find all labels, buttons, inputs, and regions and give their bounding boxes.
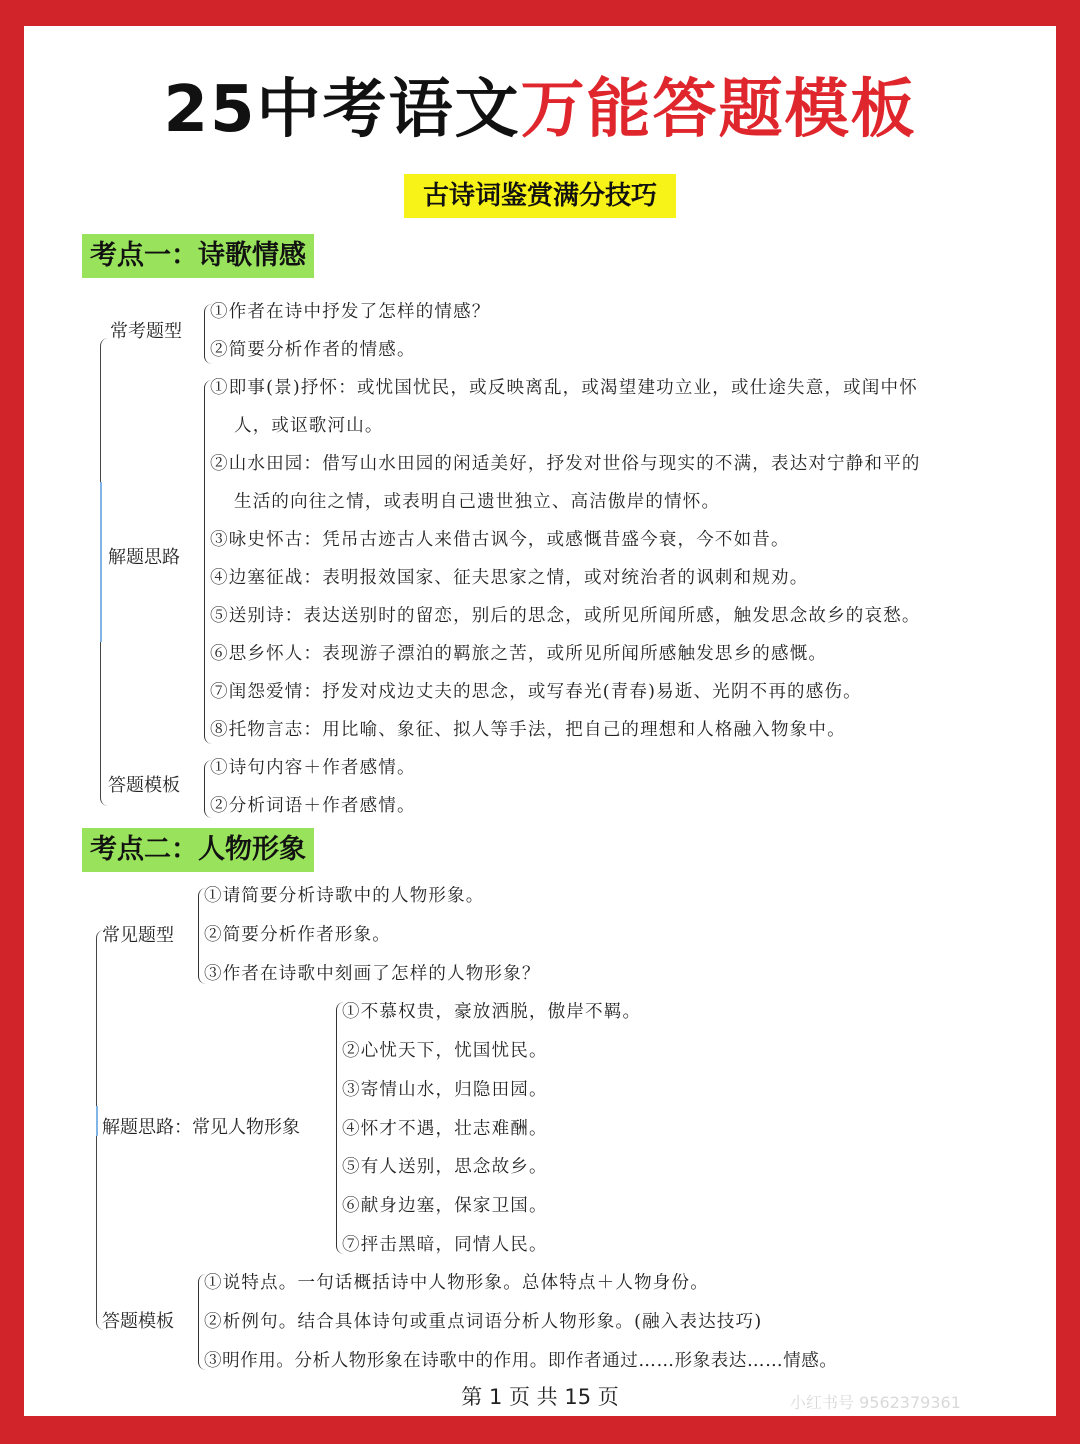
section2-common-item: ①请简要分析诗歌中的人物形象。 [204, 886, 485, 906]
title-part-black: 25中考语文 [163, 73, 521, 147]
section1-approach-line: ④边塞征战：表明报效国家、征夫思家之情，或对统治者的讽刺和规劝。 [210, 568, 809, 588]
section2-common-item: ③作者在诗歌中刻画了怎样的人物形象？ [204, 964, 541, 984]
section1-common-label: 常考题型 [110, 321, 182, 342]
section1-approach-line: ⑥思乡怀人：表现游子漂泊的羁旅之苦，或所见所闻所感触发思乡的感慨。 [210, 644, 828, 664]
section2-brace-highlight [96, 1106, 98, 1136]
page-title [24, 70, 1056, 150]
section2-template-item: ②析例句。结合具体诗句或重点词语分析人物形象。(融入表达技巧) [204, 1312, 763, 1332]
section1-common-item: ①作者在诗中抒发了怎样的情感？ [210, 302, 491, 322]
section2-template-label: 答题模板 [102, 1311, 174, 1332]
section1-common-item: ②简要分析作者的情感。 [210, 340, 416, 360]
section1-approach-line: 生活的向往之情，或表明自己遗世独立、高洁傲岸的情怀。 [234, 492, 721, 512]
section1-approach-line: ⑦闺怨爱情：抒发对戍边丈夫的思念，或写春光(青春)易逝、光阴不再的感伤。 [210, 682, 862, 702]
section2-common-label: 常见题型 [102, 925, 174, 946]
section1-template-item: ②分析词语＋作者感情。 [210, 796, 416, 816]
section2-image-item: ④怀才不遇，壮志难酬。 [342, 1119, 548, 1139]
section1-approach-line: 人，或讴歌河山。 [234, 416, 384, 436]
document-page [24, 26, 1056, 1416]
section1-template-label: 答题模板 [108, 775, 180, 796]
section1-approach-line: ③咏史怀古：凭吊古迹古人来借古讽今，或感慨昔盛今衰，今不如昔。 [210, 530, 790, 550]
section1-heading: 考点一：诗歌情感 [82, 234, 314, 278]
watermark: 小红书号 9562379361 [790, 1393, 961, 1412]
section2-image-item: ②心忧天下，忧国忧民。 [342, 1041, 548, 1061]
section2-image-item: ①不慕权贵，豪放洒脱，傲岸不羁。 [342, 1002, 642, 1022]
section1-approach-line: ⑧托物言志：用比喻、象征、拟人等手法，把自己的理想和人格融入物象中。 [210, 720, 846, 740]
page-number-footer: 第 1 页 共 15 页 [461, 1385, 619, 1409]
section2-image-item: ⑥献身边塞，保家卫国。 [342, 1196, 548, 1216]
section2-image-item: ⑤有人送别，思念故乡。 [342, 1157, 548, 1177]
section1-brace-highlight [100, 482, 102, 642]
section1-approach-line: ②山水田园：借写山水田园的闲适美好，抒发对世俗与现实的不满，表达对宁静和平的 [210, 454, 921, 474]
section1-approach-line: ①即事(景)抒怀：或忧国忧民，或反映离乱，或渴望建功立业，或仕途失意，或闺中怀 [210, 378, 918, 398]
section2-image-item: ⑦抨击黑暗，同情人民。 [342, 1235, 548, 1255]
section2-heading: 考点二：人物形象 [82, 828, 314, 872]
title-part-red: 万能答题模板 [520, 73, 917, 147]
section2-template-item: ①说特点。一句话概括诗中人物形象。总体特点＋人物身份。 [204, 1273, 709, 1293]
section1-template-item: ①诗句内容＋作者感情。 [210, 758, 416, 778]
section2-template-item: ③明作用。分析人物形象在诗歌中的作用。即作者通过……形象表达……情感。 [204, 1351, 838, 1371]
section2-approach-label: 解题思路：常见人物形象 [102, 1117, 300, 1138]
subtitle-banner: 古诗词鉴赏满分技巧 [404, 174, 676, 218]
section1-approach-line: ⑤送别诗：表达送别时的留恋，别后的思念，或所见所闻所感，触发思念故乡的哀愁。 [210, 606, 921, 626]
section1-approach-label: 解题思路 [108, 547, 180, 568]
section2-image-item: ③寄情山水，归隐田园。 [342, 1080, 548, 1100]
section2-common-item: ②简要分析作者形象。 [204, 925, 391, 945]
